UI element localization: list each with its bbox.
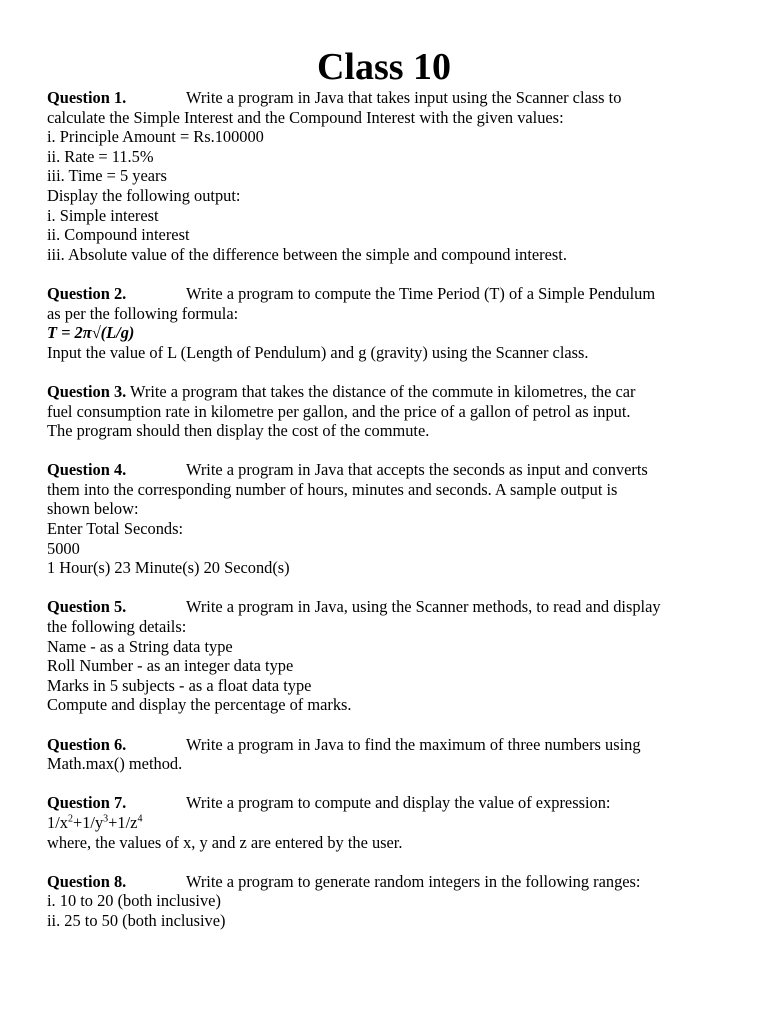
question-2-label: Question 2.	[47, 283, 127, 303]
question-list	[47, 88, 737, 950]
question-text: them into the corresponding number of hours, minutes and seconds. A sample output is	[47, 479, 618, 499]
question-3-first-line	[47, 382, 737, 402]
question-2	[47, 284, 737, 362]
question-text: Write a program to compute the Time Period (T) of a Simple Pendulum	[186, 283, 656, 303]
expression-term: 1/x	[47, 812, 68, 832]
question-6-first-line	[47, 735, 737, 755]
question-text: Roll Number - as an integer data type	[47, 656, 294, 676]
question-1	[47, 88, 737, 264]
question-7-label: Question 7.	[47, 793, 127, 813]
sample-output-line: 1 Hour(s) 23 Minute(s) 20 Second(s)	[47, 558, 290, 578]
question-8-first-line	[47, 872, 737, 892]
question-text: Write a program in Java to find the maximum of three numbers using	[186, 734, 641, 754]
question-text: Name - as a String data type	[47, 636, 233, 656]
question-text: shown below:	[47, 499, 139, 519]
question-text: ii. Rate = 11.5%	[47, 146, 154, 166]
question-6-label: Question 6.	[47, 734, 127, 754]
question-text: Write a program in Java that takes input using the Scanner class to	[186, 88, 622, 107]
question-3-label: Question 3.	[47, 381, 127, 401]
sample-output-line: Enter Total Seconds:	[47, 519, 184, 539]
pendulum-formula: T = 2π√(L/g)	[47, 323, 135, 343]
question-text: Write a program to compute and display the value of expression:	[186, 793, 611, 813]
question-text: iii. Absolute value of the difference between the simple and compound interest.	[47, 244, 567, 264]
exponent: 3	[103, 813, 109, 825]
question-text: Display the following output:	[47, 185, 241, 205]
question-text: i. 10 to 20 (both inclusive)	[47, 891, 221, 911]
expression-term: +1/z	[108, 812, 138, 832]
question-text: i. Simple interest	[47, 205, 159, 225]
question-7-first-line	[47, 793, 737, 813]
question-text: the following details:	[47, 617, 187, 637]
question-6	[47, 735, 737, 774]
question-text: Write a program in Java that accepts the seconds as input and converts	[186, 460, 648, 480]
question-7	[47, 793, 737, 852]
question-text: as per the following formula:	[47, 303, 239, 323]
question-4-first-line	[47, 460, 737, 480]
exponent: 4	[137, 813, 143, 825]
question-text: The program should then display the cost of the commute.	[47, 421, 430, 441]
expression	[47, 813, 737, 833]
sample-output-line: 5000	[47, 538, 80, 558]
question-text: Compute and display the percentage of marks.	[47, 695, 352, 715]
question-4-label: Question 4.	[47, 460, 127, 480]
question-text: iii. Time = 5 years	[47, 166, 167, 186]
question-4	[47, 460, 737, 578]
question-text: ii. 25 to 50 (both inclusive)	[47, 910, 226, 930]
question-text: Marks in 5 subjects - as a float data type	[47, 675, 312, 695]
question-text: Write a program in Java, using the Scanner methods, to read and display	[186, 597, 661, 617]
page-title: Class 10	[316, 46, 452, 88]
exponent: 2	[67, 813, 73, 825]
question-text: Write a program to generate random integers in the following ranges:	[186, 871, 641, 891]
question-8-label: Question 8.	[47, 871, 127, 891]
question-text: calculate the Simple Interest and the Compound Interest with the given values:	[47, 107, 564, 127]
question-text: fuel consumption rate in kilometre per gallon, and the price of a gallon of petrol as input.	[47, 401, 631, 421]
question-3	[47, 382, 737, 441]
question-2-first-line	[47, 284, 737, 304]
question-5-first-line	[47, 597, 737, 617]
question-text: where, the values of x, y and z are entered by the user.	[47, 832, 403, 852]
question-text: ii. Compound interest	[47, 225, 190, 245]
question-text: Input the value of L (Length of Pendulum) and g (gravity) using the Scanner class.	[47, 342, 589, 362]
question-text: i. Principle Amount = Rs.100000	[47, 127, 264, 147]
question-text: Math.max() method.	[47, 754, 183, 774]
question-8	[47, 872, 737, 931]
question-5-label: Question 5.	[47, 597, 127, 617]
question-1-label: Question 1.	[47, 88, 127, 107]
question-5	[47, 597, 737, 715]
expression-term: +1/y	[72, 812, 104, 832]
question-1-first-line	[47, 88, 737, 108]
question-text: Write a program that takes the distance of the commute in kilometres, the car	[130, 381, 636, 401]
